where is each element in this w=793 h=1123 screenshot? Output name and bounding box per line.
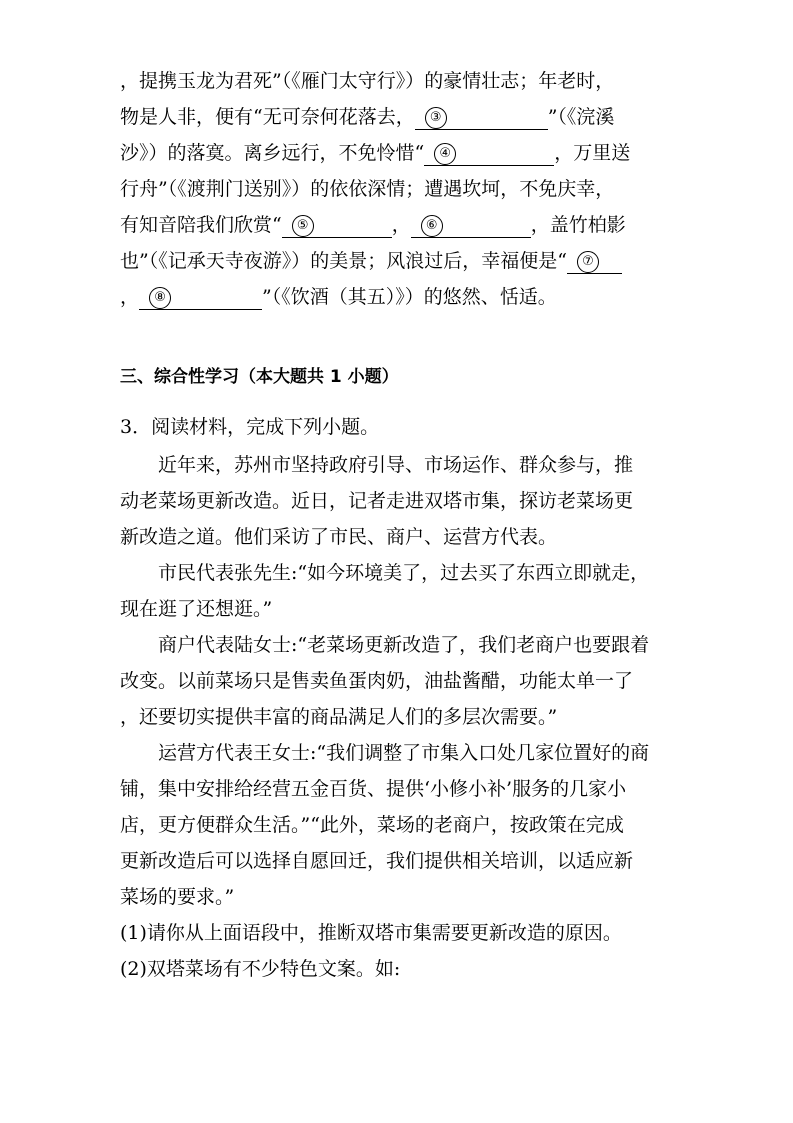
- paragraph-4-line-2: 铺，集中安排给经营五金百货、提供‘小修小补’服务的几家小: [120, 778, 627, 800]
- text-run: 物是人非，便有“无可奈何花落去，: [120, 106, 415, 128]
- poem-line-1: [120, 69, 680, 93]
- text-run: ”（《饮酒（其五）》）的悠然、恬适。: [262, 286, 557, 308]
- text-run: ，万里送: [554, 142, 631, 164]
- paragraph-3-line-2: 改变。以前菜场只是售卖鱼蛋肉奶，油盐酱醋，功能太单一了: [120, 670, 634, 692]
- blank-8[interactable]: [139, 286, 262, 310]
- paragraph-3-line-1: 商户代表陆女士:“老菜场更新改造了，我们老商户也要跟着: [158, 634, 650, 656]
- paragraph-2-line-2: 现在逛了还想逛。”: [120, 598, 273, 620]
- blank-5[interactable]: [282, 214, 392, 238]
- poem-line-5: [120, 213, 680, 238]
- text-run: 有知音陪我们欣赏“: [120, 214, 282, 236]
- poem-line-2: [120, 105, 680, 130]
- text-run: ，盖竹柏影: [530, 214, 626, 236]
- paragraph-2-line-1: 市民代表张先生:“如今环境美了，过去买了东西立即就走，: [158, 562, 650, 584]
- blank-7[interactable]: [567, 250, 622, 274]
- question-intro: 3．阅读材料，完成下列小题。: [120, 416, 380, 438]
- paragraph-3-line-3: ，还要切实提供丰富的商品满足人们的多层次需要。”: [120, 706, 558, 728]
- blank-number-4: ④: [434, 143, 456, 165]
- blank-4[interactable]: [424, 142, 554, 166]
- blank-number-3: ③: [425, 107, 447, 129]
- text-run: 行舟”（《渡荆门送别》）的依依深情；遭遇坎坷，不免庆幸，: [120, 178, 615, 200]
- paragraph-4-line-3: 店，更方便群众生活。”“此外，菜场的老商户，按政策在完成: [120, 814, 624, 836]
- poem-line-7: [120, 285, 680, 310]
- paragraph-4-line-4: 更新改造后可以选择自愿回迁，我们提供相关培训，以适应新: [120, 850, 634, 872]
- blank-6[interactable]: [411, 214, 531, 238]
- text-run: ，提携玉龙为君死”（《雁门太守行》）的豪情壮志；年老时，: [120, 70, 615, 92]
- paragraph-4-line-5: 菜场的要求。”: [120, 886, 235, 908]
- paragraph-4-line-1: 运营方代表王女士:“我们调整了市集入口处几家位置好的商: [158, 742, 650, 764]
- text-run: ”（《浣溪: [547, 106, 615, 128]
- text-run: 沙》）的落寞。离乡远行，不免怜惜“: [120, 142, 425, 164]
- blank-number-7: ⑦: [577, 251, 599, 273]
- sub-question-2: (2)双塔菜场有不少特色文案。如:: [120, 958, 401, 980]
- blank-number-8: ⑧: [149, 287, 171, 309]
- sub-question-1: (1)请你从上面语段中，推断双塔市集需要更新改造的原因。: [120, 922, 622, 944]
- blank-number-6: ⑥: [421, 215, 443, 237]
- paragraph-1-line-1: 近年来，苏州市坚持政府引导、市场运作、群众参与，推: [158, 454, 634, 476]
- text-run: ，: [120, 286, 140, 308]
- poem-line-6: [120, 249, 680, 274]
- poem-line-3: [120, 141, 680, 166]
- blank-3[interactable]: [415, 106, 548, 130]
- poem-line-4: [120, 177, 680, 201]
- blank-number-5: ⑤: [292, 215, 314, 237]
- section-heading: 三、综合性学习（本大题共 1 小题）: [120, 367, 399, 387]
- text-run: ，: [391, 214, 411, 236]
- text-run: 也”（《记承天寺夜游》）的美景；风浪过后，幸福便是“: [120, 250, 567, 272]
- paragraph-1-line-3: 新改造之道。他们采访了市民、商户、运营方代表。: [120, 526, 558, 548]
- paragraph-1-line-2: 动老菜场更新改造。近日，记者走进双塔市集，探访老菜场更: [120, 490, 634, 512]
